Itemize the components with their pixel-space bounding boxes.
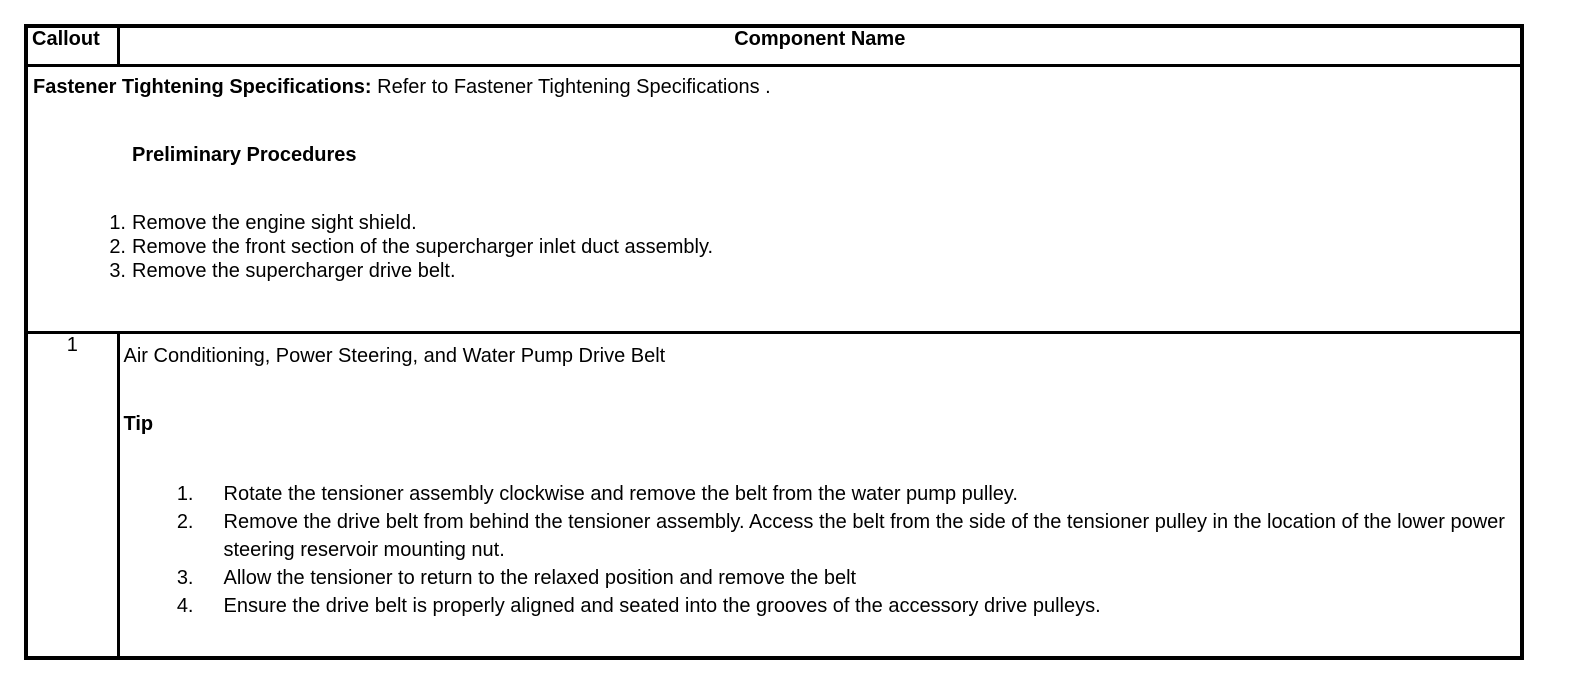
fastener-spec-label: Fastener Tightening Specifications: xyxy=(33,76,372,98)
list-item-number: 1. xyxy=(176,483,194,505)
list-item-text: Rotate the tensioner assembly clockwise and remove the belt from the water pump pulley. xyxy=(223,483,1018,505)
list-item-number: 2. xyxy=(176,511,194,533)
component-name-column-header: Component Name xyxy=(118,26,1522,66)
preliminary-row xyxy=(26,66,1522,333)
list-item xyxy=(120,592,1521,620)
component-cell xyxy=(118,333,1522,659)
list-item xyxy=(28,211,1520,235)
list-item xyxy=(120,480,1521,508)
table-header-row xyxy=(26,26,1522,66)
list-item xyxy=(28,235,1520,259)
list-item-number: 4. xyxy=(176,595,194,617)
list-item-text: Allow the tensioner to return to the relaxed position and remove the belt xyxy=(223,567,857,589)
list-item xyxy=(120,508,1521,564)
preliminary-cell xyxy=(26,66,1522,333)
list-item-text: Remove the drive belt from behind the tensioner assembly. Access the belt from the side of the tensioner pulley in the location of the lower power steering reservoir mounting nut. xyxy=(223,511,1505,561)
preliminary-steps-list xyxy=(28,211,1520,283)
callout-table xyxy=(24,24,1524,660)
list-item-text: Remove the supercharger drive belt. xyxy=(132,260,456,282)
fastener-spec-text: Refer to Fastener Tightening Specifications . xyxy=(371,76,771,98)
list-item-text: Remove the engine sight shield. xyxy=(132,212,417,234)
list-item-text: Remove the front section of the supercharger inlet duct assembly. xyxy=(132,236,714,258)
list-item-number: 3. xyxy=(109,260,126,282)
list-item xyxy=(28,259,1520,283)
procedure-steps-list xyxy=(120,480,1521,620)
preliminary-heading: Preliminary Procedures xyxy=(132,144,357,166)
list-item-number: 3. xyxy=(176,567,194,589)
tip-heading: Tip xyxy=(123,413,154,435)
fastener-spec-line xyxy=(28,67,1520,99)
list-item-number: 1. xyxy=(109,212,126,234)
list-item-number: 2. xyxy=(109,236,126,258)
component-name: Air Conditioning, Power Steering, and Water Pump Drive Belt xyxy=(123,345,666,367)
table-row xyxy=(26,333,1522,659)
list-item xyxy=(120,564,1521,592)
callout-column-header: Callout xyxy=(26,26,118,66)
callout-number: 1 xyxy=(26,333,118,659)
document-page xyxy=(24,24,1524,668)
list-item-text: Ensure the drive belt is properly aligned and seated into the grooves of the accessory drive pulleys. xyxy=(223,595,1101,617)
